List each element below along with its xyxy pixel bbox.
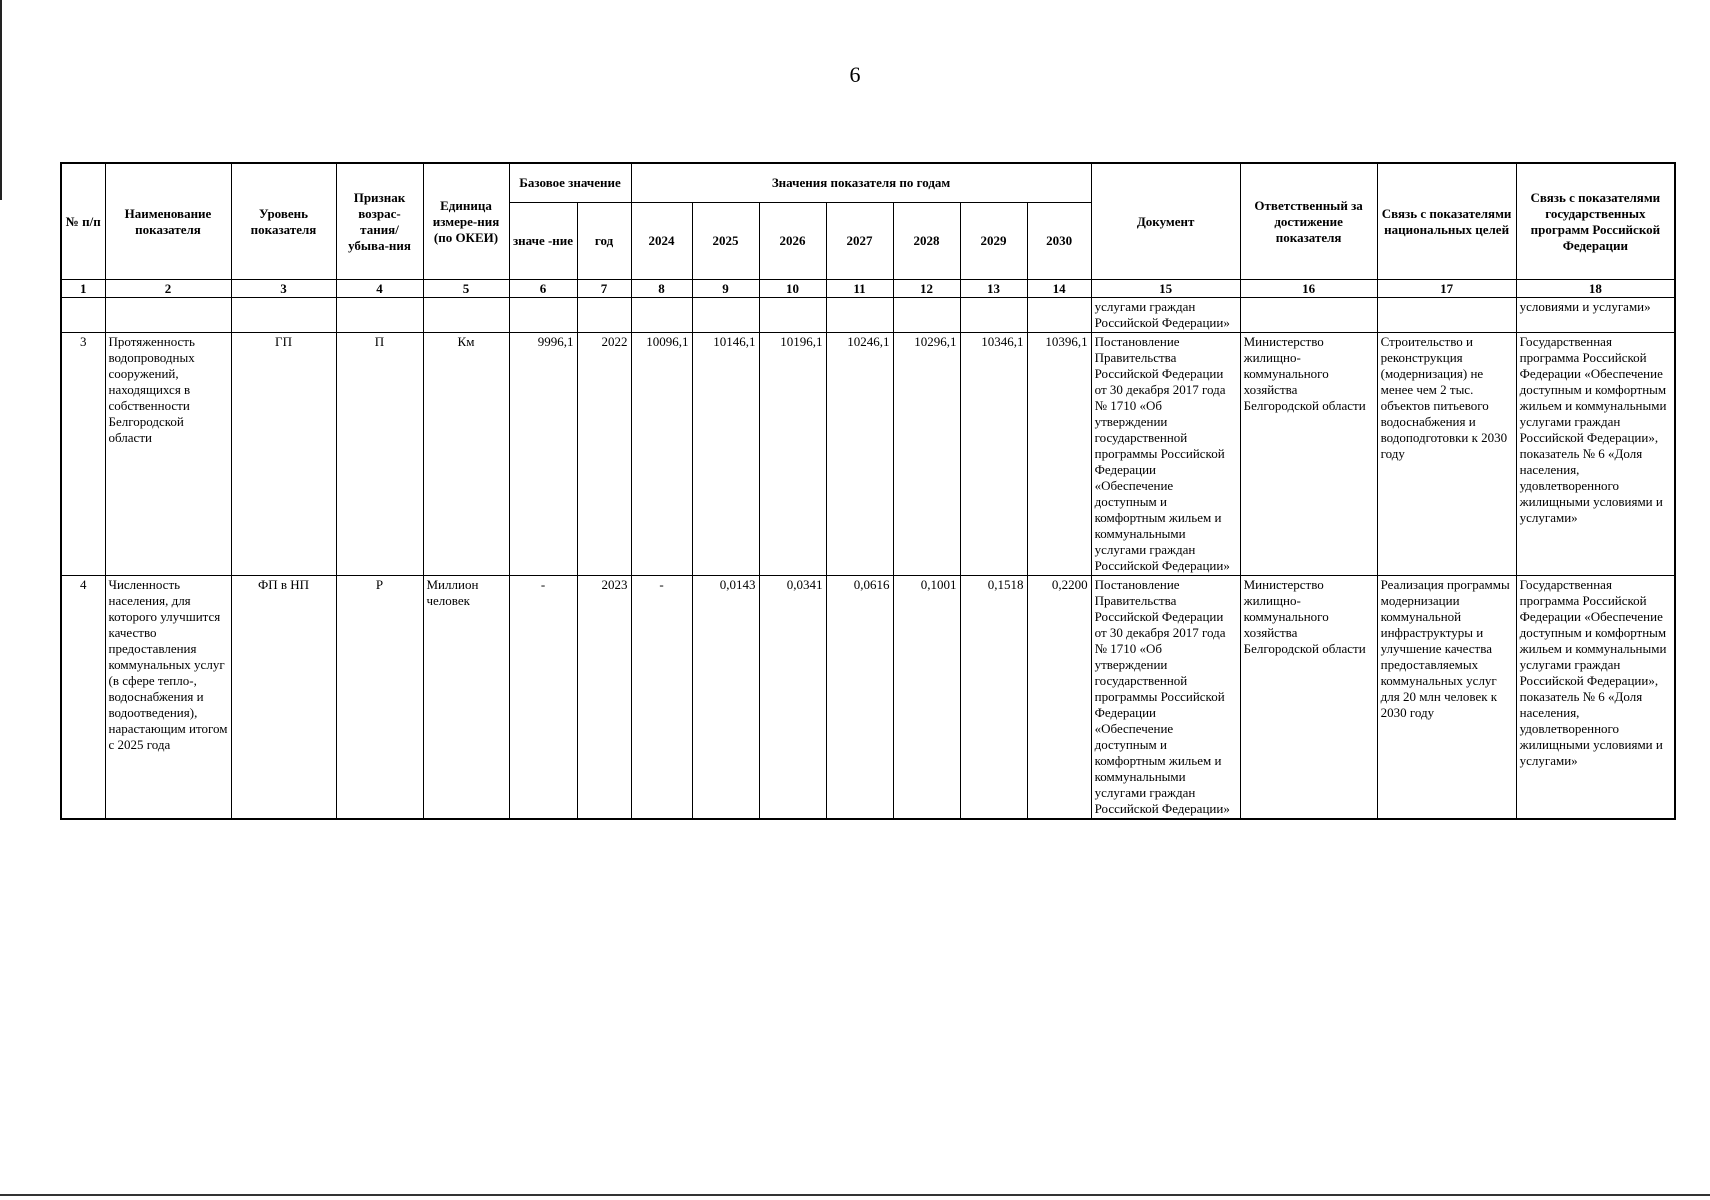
empty-cell: [336, 298, 423, 333]
header-name: Наименование показателя: [105, 163, 231, 280]
document-cell: услугами граждан Российской Федерации»: [1091, 298, 1240, 333]
year-value-cell: 0,0143: [692, 576, 759, 820]
year-value-cell: 0,1518: [960, 576, 1027, 820]
empty-cell: [509, 298, 577, 333]
responsible-cell: Министерство жилищно-коммунального хозяйства Белгородской области: [1240, 333, 1377, 576]
header-national-link: Связь с показателями национальных целей: [1377, 163, 1516, 280]
column-number: 7: [577, 280, 631, 298]
header-year: 2025: [692, 203, 759, 280]
header-year: 2024: [631, 203, 692, 280]
header-trend: Признак возрас-тания/ убыва-ния: [336, 163, 423, 280]
empty-cell: [759, 298, 826, 333]
header-base-value: значе -ние: [509, 203, 577, 280]
table-row-continuation: [61, 298, 1675, 333]
empty-cell: [577, 298, 631, 333]
row-number-cell: 4: [61, 576, 105, 820]
header-document: Документ: [1091, 163, 1240, 280]
responsible-cell: Министерство жилищно-коммунального хозяйства Белгородской области: [1240, 576, 1377, 820]
column-number: 11: [826, 280, 893, 298]
header-base-group: Базовое значение: [509, 163, 631, 203]
column-number: 6: [509, 280, 577, 298]
header-unit: Единица измере-ния (по ОКЕИ): [423, 163, 509, 280]
header-year: 2026: [759, 203, 826, 280]
empty-cell: [61, 298, 105, 333]
empty-cell: [105, 298, 231, 333]
column-number: 1: [61, 280, 105, 298]
column-number: 13: [960, 280, 1027, 298]
document-cell: Постановление Правительства Российской Федерации от 30 декабря 2017 года № 1710 «Об утверждении государственной программы Российской Федерации «Обеспечение доступным и комфортным жильем и коммунальными услугами граждан Российской Федерации»: [1091, 576, 1240, 820]
state-program-link-cell: Государственная программа Российской Федерации «Обеспечение доступным и комфортным жильем и коммунальными услугами граждан Российской Федерации», показатель № 6 «Доля населения, удовлетворенного жилищными условиями и услугами»: [1516, 333, 1675, 576]
empty-cell: [1240, 298, 1377, 333]
base-value-cell: 9996,1: [509, 333, 577, 576]
table-row: [61, 576, 1675, 820]
header-level: Уровень показателя: [231, 163, 336, 280]
year-value-cell: 10246,1: [826, 333, 893, 576]
empty-cell: [231, 298, 336, 333]
national-link-cell: Реализация программы модернизации коммунальной инфраструктуры и улучшение качества предоставляемых коммунальных услуг для 20 млн человек к 2030 году: [1377, 576, 1516, 820]
column-number: 8: [631, 280, 692, 298]
document-cell: Постановление Правительства Российской Федерации от 30 декабря 2017 года № 1710 «Об утверждении государственной программы Российской Федерации «Обеспечение доступным и комфортным жильем и коммунальными услугами граждан Российской Федерации»: [1091, 333, 1240, 576]
national-link-cell: Строительство и реконструкция (модернизация) не менее чем 2 тыс. объектов питьевого водоснабжения и водоподготовки к 2030 году: [1377, 333, 1516, 576]
header-year: 2027: [826, 203, 893, 280]
header-year: 2030: [1027, 203, 1091, 280]
year-value-cell: 10396,1: [1027, 333, 1091, 576]
header-responsible: Ответственный за достижение показателя: [1240, 163, 1377, 280]
row-number-cell: 3: [61, 333, 105, 576]
page-number: 6: [849, 62, 861, 87]
year-value-cell: 0,1001: [893, 576, 960, 820]
state-program-link-cell: Государственная программа Российской Федерации «Обеспечение доступным и комфортным жильем и коммунальными услугами граждан Российской Федерации», показатель № 6 «Доля населения, удовлетворенного жилищными условиями и услугами»: [1516, 576, 1675, 820]
column-number: 2: [105, 280, 231, 298]
header-year: 2029: [960, 203, 1027, 280]
year-value-cell: 10346,1: [960, 333, 1027, 576]
column-number: 4: [336, 280, 423, 298]
empty-cell: [826, 298, 893, 333]
column-numbers-row: [61, 280, 1675, 298]
unit-cell: Км: [423, 333, 509, 576]
indicator-name-cell: Численность населения, для которого улучшится качество предоставления коммунальных услуг (в сфере тепло-, водоснабжения и водоотведения), нарастающим итогом с 2025 года: [105, 576, 231, 820]
empty-cell: [1377, 298, 1516, 333]
column-number: 5: [423, 280, 509, 298]
level-cell: ФП в НП: [231, 576, 336, 820]
year-value-cell: 10296,1: [893, 333, 960, 576]
column-number: 12: [893, 280, 960, 298]
header-row-top: [61, 163, 1675, 203]
base-year-cell: 2023: [577, 576, 631, 820]
table-row: [61, 333, 1675, 576]
state-program-link-cell: условиями и услугами»: [1516, 298, 1675, 333]
indicator-name-cell: Протяженность водопроводных сооружений, находящихся в собственности Белгородской области: [105, 333, 231, 576]
empty-cell: [1027, 298, 1091, 333]
empty-cell: [893, 298, 960, 333]
empty-cell: [692, 298, 759, 333]
unit-cell: Миллион человек: [423, 576, 509, 820]
header-state-program-link: Связь с показателями государственных программ Российской Федерации: [1516, 163, 1675, 280]
header-num: № п/п: [61, 163, 105, 280]
column-number: 10: [759, 280, 826, 298]
scan-edge-mark: [0, 0, 2, 200]
base-value-cell: -: [509, 576, 577, 820]
column-number: 17: [1377, 280, 1516, 298]
column-number: 3: [231, 280, 336, 298]
header-year: 2028: [893, 203, 960, 280]
year-value-cell: 0,0616: [826, 576, 893, 820]
column-number: 15: [1091, 280, 1240, 298]
level-cell: ГП: [231, 333, 336, 576]
trend-cell: Р: [336, 576, 423, 820]
year-value-cell: -: [631, 576, 692, 820]
year-value-cell: 10096,1: [631, 333, 692, 576]
column-number: 16: [1240, 280, 1377, 298]
scan-bottom-line: [0, 1194, 1710, 1196]
year-value-cell: 10146,1: [692, 333, 759, 576]
trend-cell: П: [336, 333, 423, 576]
column-number: 14: [1027, 280, 1091, 298]
column-number: 18: [1516, 280, 1675, 298]
year-value-cell: 0,0341: [759, 576, 826, 820]
empty-cell: [631, 298, 692, 333]
year-value-cell: 10196,1: [759, 333, 826, 576]
year-value-cell: 0,2200: [1027, 576, 1091, 820]
header-base-year: год: [577, 203, 631, 280]
base-year-cell: 2022: [577, 333, 631, 576]
empty-cell: [423, 298, 509, 333]
header-years-group: Значения показателя по годам: [631, 163, 1091, 203]
indicators-table: [60, 162, 1676, 820]
empty-cell: [960, 298, 1027, 333]
column-number: 9: [692, 280, 759, 298]
